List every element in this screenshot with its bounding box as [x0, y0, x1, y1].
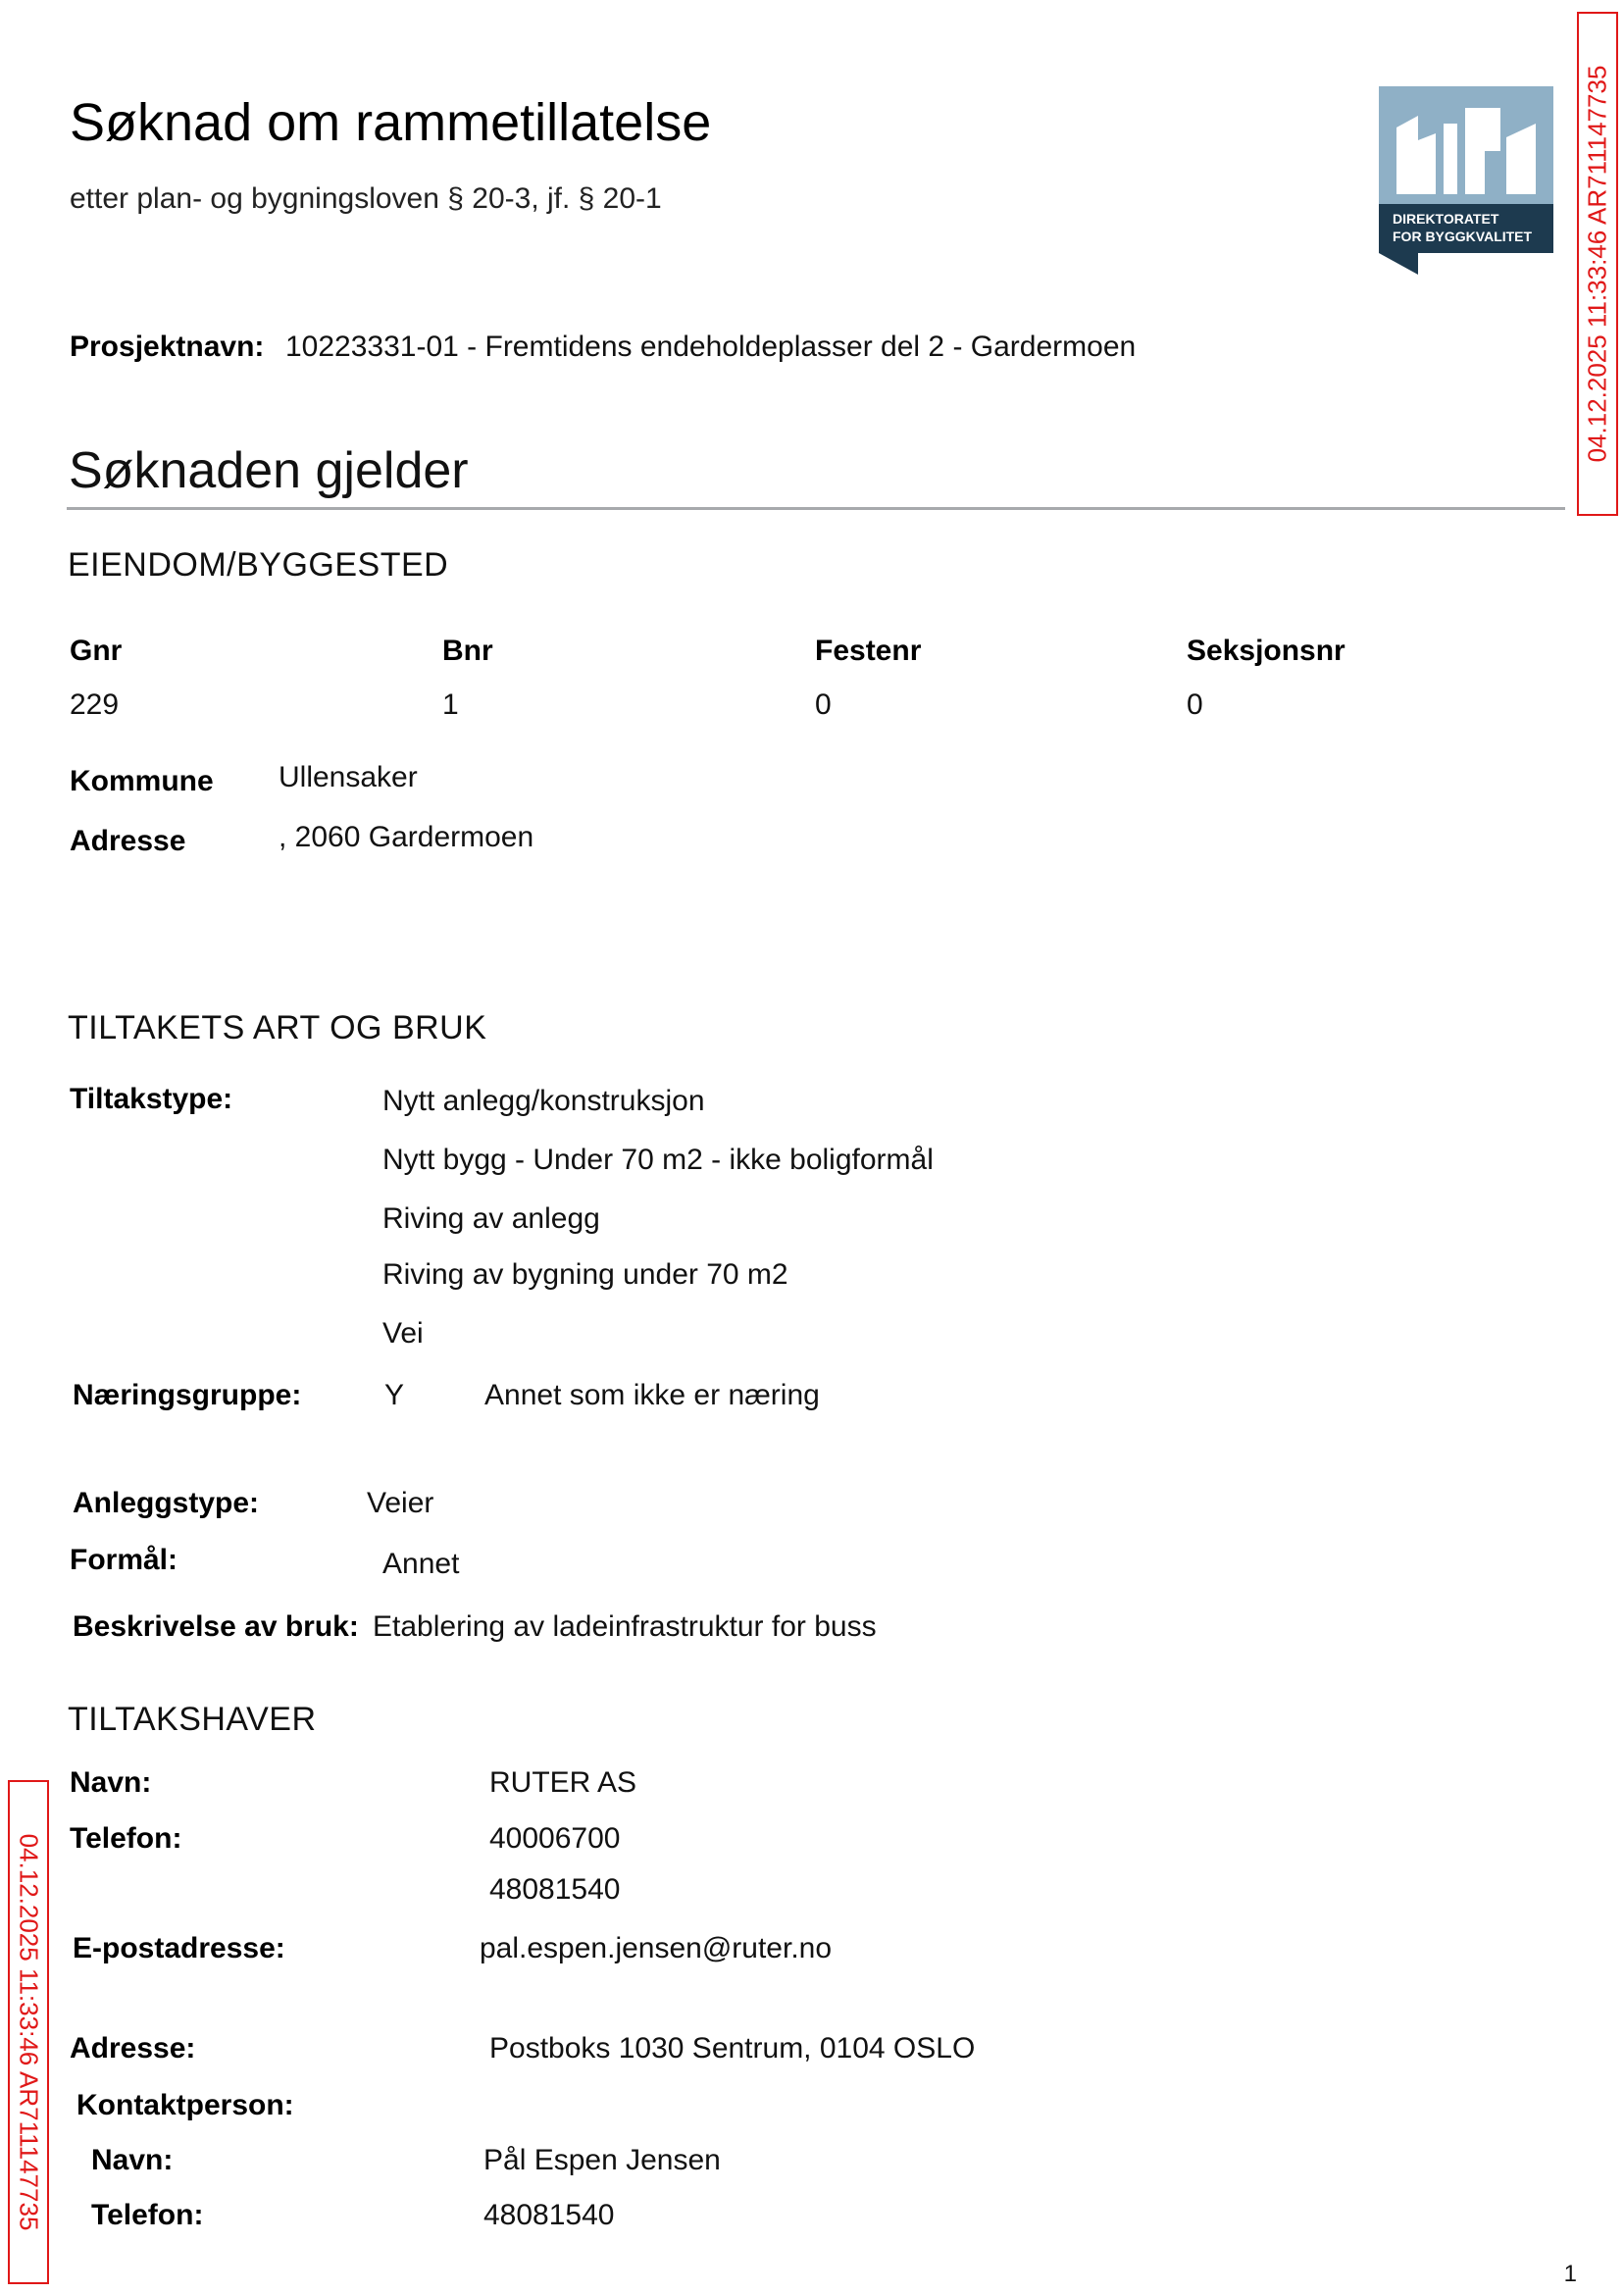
tiltakstype-item: Nytt anlegg/konstruksjon — [382, 1085, 705, 1117]
receipt-stamp-text: 04.12.2025 11:33:46 AR711147735 — [1582, 65, 1612, 463]
beskrivelse-value: Etablering av ladeinfrastruktur for buss — [373, 1610, 877, 1643]
tiltakstype-label: Tiltakstype: — [70, 1083, 233, 1115]
festenr-value: 0 — [815, 688, 832, 721]
tiltakstype-item: Vei — [382, 1317, 424, 1350]
bnr-value: 1 — [442, 688, 459, 721]
navn-label: Navn: — [70, 1766, 152, 1799]
section-title: Søknaden gjelder — [69, 442, 469, 499]
formal-label: Formål: — [70, 1544, 178, 1576]
seksjonsnr-label: Seksjonsnr — [1187, 635, 1345, 667]
kommune-label: Kommune — [70, 765, 214, 797]
naeringsgruppe-code: Y — [384, 1379, 405, 1411]
tiltakshaver-adresse-label: Adresse: — [70, 2032, 196, 2065]
project-label: Prosjektnavn: — [70, 331, 265, 363]
kontakt-telefon-value: 48081540 — [483, 2199, 615, 2231]
anleggstype-value: Veier — [367, 1487, 434, 1519]
telefon-value: 48081540 — [489, 1873, 621, 1906]
kontaktperson-label: Kontaktperson: — [76, 2089, 294, 2121]
kontakt-navn-label: Navn: — [91, 2144, 174, 2176]
telefon-label: Telefon: — [70, 1822, 182, 1855]
adresse-label: Adresse — [70, 825, 186, 857]
receipt-stamp-top — [1577, 12, 1618, 516]
gnr-label: Gnr — [70, 635, 123, 667]
document-subtitle: etter plan- og bygningsloven § 20-3, jf. § 20-1 — [70, 182, 662, 215]
section-divider — [67, 507, 1565, 510]
tiltakstype-item: Riving av anlegg — [382, 1202, 600, 1235]
tiltakshaver-heading: TILTAKSHAVER — [68, 1701, 317, 1738]
seksjonsnr-value: 0 — [1187, 688, 1203, 721]
receipt-stamp-left — [8, 1780, 49, 2284]
epost-value: pal.espen.jensen@ruter.no — [480, 1932, 833, 1964]
kommune-value: Ullensaker — [279, 761, 418, 793]
logo-text-1: DIREKTORATET — [1393, 211, 1499, 227]
navn-value: RUTER AS — [489, 1766, 637, 1799]
kontakt-telefon-label: Telefon: — [91, 2199, 204, 2231]
epost-label: E-postadresse: — [73, 1932, 285, 1964]
naeringsgruppe-label: Næringsgruppe: — [73, 1379, 302, 1411]
eiendom-heading: EIENDOM/BYGGESTED — [68, 546, 449, 584]
bnr-label: Bnr — [442, 635, 493, 667]
formal-value: Annet — [382, 1548, 460, 1580]
dibk-logo-graphic — [1379, 86, 1553, 275]
beskrivelse-label: Beskrivelse av bruk: — [73, 1610, 359, 1643]
project-value: 10223331-01 - Fremtidens endeholdeplasser del 2 - Gardermoen — [285, 331, 1137, 363]
festenr-label: Festenr — [815, 635, 922, 667]
tiltakstype-item: Nytt bygg - Under 70 m2 - ikke boligformål — [382, 1144, 934, 1176]
telefon-value: 40006700 — [489, 1822, 621, 1855]
tiltakshaver-adresse-value: Postboks 1030 Sentrum, 0104 OSLO — [489, 2032, 976, 2065]
receipt-stamp-text: 04.12.2025 11:33:46 AR711147735 — [14, 1833, 44, 2231]
anleggstype-label: Anleggstype: — [73, 1487, 260, 1519]
document-title: Søknad om rammetillatelse — [70, 93, 712, 152]
kontakt-navn-value: Pål Espen Jensen — [483, 2144, 721, 2176]
adresse-value: , 2060 Gardermoen — [279, 821, 534, 853]
gnr-value: 229 — [70, 688, 120, 721]
tiltakstype-item: Riving av bygning under 70 m2 — [382, 1258, 788, 1291]
logo-text-2: FOR BYGGKVALITET — [1393, 229, 1533, 244]
naeringsgruppe-value: Annet som ikke er næring — [484, 1379, 820, 1411]
tiltak-heading: TILTAKETS ART OG BRUK — [68, 1009, 487, 1046]
page-number: 1 — [1563, 2261, 1577, 2287]
dibk-logo — [1379, 86, 1553, 275]
